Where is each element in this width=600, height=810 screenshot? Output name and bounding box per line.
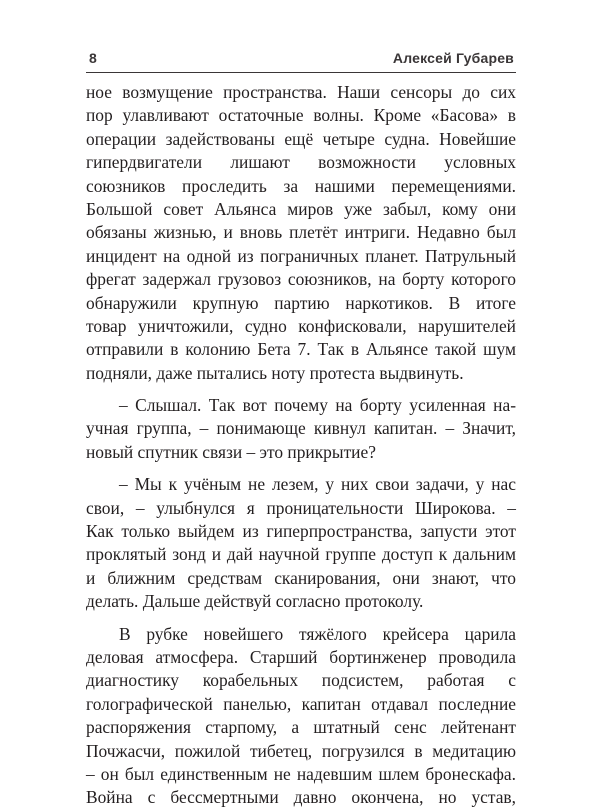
text-line: новый спутник связи – это прикрытие? bbox=[86, 441, 376, 462]
text-line: делать. Дальше действуй согласно протоколу. bbox=[86, 591, 424, 612]
book-page bbox=[86, 40, 516, 808]
text-line: инцидент на одной из пограничных планет. Патрульный bbox=[86, 245, 516, 266]
text-line: свои, – улыбнулся я проницательности Широкова. – bbox=[86, 497, 516, 518]
paragraph-gap bbox=[86, 614, 516, 623]
paragraph bbox=[86, 473, 516, 613]
text-line: подняли, даже пытались ноту протеста выдвинуть. bbox=[86, 362, 464, 383]
text-line: – Слышал. Так вот почему на борту усиленная на- bbox=[119, 395, 516, 416]
header-rule bbox=[86, 72, 516, 73]
text-line: Почжасчи, пожилой тибетец, погрузился в медитацию bbox=[86, 740, 516, 761]
text-line: обязаны жизнью, и вновь плетёт интриги. Недавно был bbox=[86, 222, 516, 243]
body-text bbox=[86, 81, 516, 810]
paragraph-gap bbox=[86, 464, 516, 473]
page-number: 8 bbox=[89, 50, 97, 66]
paragraph bbox=[86, 394, 516, 464]
text-line: операции задействованы ещё четыре судна. Новейшие bbox=[86, 128, 516, 149]
text-line: обнаружили крупную партию наркотиков. В итоге bbox=[86, 292, 516, 313]
text-line: учная группа, – понимающе кивнул капитан. – Значит, bbox=[86, 418, 516, 439]
paragraph bbox=[86, 623, 516, 810]
text-line: – Мы к учёным не лезем, у них свои задачи, у нас bbox=[119, 474, 516, 495]
text-line: отправили в колонию Бета 7. Так в Альянсе такой шум bbox=[86, 339, 516, 360]
paragraph-gap bbox=[86, 385, 516, 394]
text-line: товар уничтожили, судно конфисковали, нарушителей bbox=[86, 315, 516, 336]
text-line: ное возмущение пространства. Наши сенсоры до сих bbox=[86, 82, 516, 102]
text-line: фрегат задержал грузовоз союзников, на борту которого bbox=[86, 269, 516, 290]
author-name: Алексей Губарев bbox=[392, 50, 514, 66]
text-line: Война с бессмертными давно окончена, но устав, bbox=[86, 787, 516, 808]
text-line: диагностику корабельных подсистем, работая с bbox=[86, 670, 516, 691]
text-line: распоряжения старпому, а штатный сенс лейтенант bbox=[86, 717, 516, 738]
paragraph bbox=[86, 81, 516, 385]
text-line: пор улавливают остаточные волны. Кроме «Басова» в bbox=[86, 105, 516, 126]
running-header bbox=[86, 40, 516, 66]
text-line: проклятый зонд и дай научной группе доступ к дальним bbox=[86, 544, 516, 565]
text-line: деловая атмосфера. Старший бортинженер проводила bbox=[86, 646, 516, 667]
text-line: Большой совет Альянса миров уже забыл, кому они bbox=[86, 198, 516, 219]
text-line: – он был единственным не надевшим шлем бронескафа. bbox=[86, 763, 516, 784]
text-line: голографической панелью, капитан отдавал последние bbox=[86, 693, 516, 714]
text-line: гипердвигатели лишают возможности условных bbox=[86, 152, 516, 173]
text-line: В рубке новейшего тяжёлого крейсера царила bbox=[119, 623, 516, 644]
text-line: и ближним средствам сканирования, они знают, что bbox=[86, 567, 516, 588]
text-line: Как только выйдем из гиперпространства, запусти этот bbox=[86, 521, 516, 542]
text-line: союзников проследить за нашими перемещениями. bbox=[86, 175, 516, 196]
